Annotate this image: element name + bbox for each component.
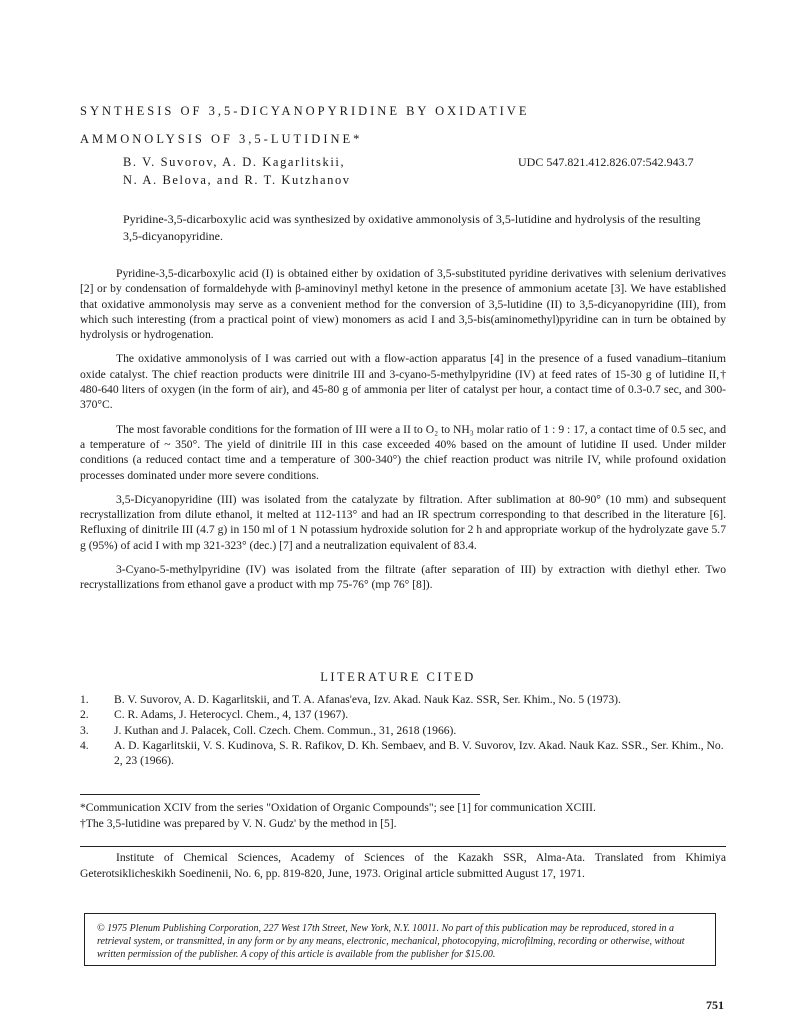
footnotes <box>80 800 740 832</box>
title-line-2: AMMONOLYSIS OF 3,5-LUTIDINE* <box>80 132 363 146</box>
reference-text: A. D. Kagarlitskii, V. S. Kudinova, S. R. Rafikov, D. Kh. Sembaev, and B. V. Suvorov, Izv. Akad. Nauk Kaz. SSR., Ser. Khim., No. 2, 23 (1966). <box>114 738 724 768</box>
institute-divider <box>80 846 726 847</box>
reference-item <box>80 723 726 738</box>
footnote-divider <box>80 794 480 795</box>
body-text <box>80 266 726 602</box>
paragraph-5: 3-Cyano-5-methylpyridine (IV) was isolated from the filtrate (after separation of III) by extraction with diethyl ether. Two recrystallizations from ethanol gave a product with mp 75-76° (mp 76° [8]). <box>80 563 726 592</box>
udc-code: UDC 547.821.412.826.07:542.943.7 <box>518 155 694 169</box>
literature-cited-heading: LITERATURE CITED <box>320 670 476 684</box>
reference-number: 2. <box>80 708 89 722</box>
reference-item <box>80 707 726 722</box>
reference-number: 1. <box>80 693 89 706</box>
authors-line-2: N. A. Belova, and R. T. Kutzhanov <box>123 173 351 187</box>
paper-title <box>80 97 720 153</box>
reference-number: 3. <box>80 723 89 737</box>
paragraph-1: Pyridine-3,5-dicarboxylic acid (I) is obtained either by oxidation of 3,5-substituted pyridine derivatives with selenium derivatives [2] or by condensation of formaldehyde with β-aminovinyl methyl ketone in the presence of ammonium acetate [3]. We have established that oxidative ammonolysis may serve as a convenient method for the conversion of 3,5-lutidine (II) to 3,5-dicyanopyridine (III), from which such interesting (from a practical point of view) monomers as acid I and 3,5-bis(aminomethyl)pyridine can in turn be obtained by hydrolysis or hydrogenation. <box>80 267 726 342</box>
footnote-2: †The 3,5-lutidine was prepared by V. N. Gudz' by the method in [5]. <box>80 817 397 830</box>
copyright-box: © 1975 Plenum Publishing Corporation, 227 West 17th Street, New York, N.Y. 10011. No part of this publication may be reproduced, stored in a retrieval system, or transmitted, in any form or by any means, electronic, mechanical, photocopying, microfilming, recording or otherwise, without written permission of the publisher. A copy of this article is available from the publisher for $15.00. <box>84 913 716 966</box>
institute-note: Institute of Chemical Sciences, Academy of Sciences of the Kazakh SSR, Alma-Ata. Translated from Khimiya Geterotsiklicheskikh Soedinenii, No. 6, pp. 819-820, June, 1973. Original article submitted August 17, 1971. <box>80 851 726 880</box>
abstract: Pyridine-3,5-dicarboxylic acid was synthesized by oxidative ammonolysis of 3,5-lutidine and hydrolysis of the resulting 3,5-dicyanopyridine. <box>123 212 701 243</box>
paragraph-2: The oxidative ammonolysis of I was carried out with a flow-action apparatus [4] in the presence of a fused vanadium–titanium oxide catalyst. The chief reaction products were dinitrile III and 3-cyano-5-methylpyridine (IV) at feed rates of 15-30 g of lutidine II,† 480-640 liters of oxygen (in the form of air), and 45-80 g of ammonia per liter of catalyst per hour, a contact time of 0.3-0.7 sec, and 300-370°C. <box>80 352 726 412</box>
reference-list <box>80 692 726 768</box>
authors <box>123 153 503 189</box>
title-line-1: SYNTHESIS OF 3,5-DICYANOPYRIDINE BY OXIDATIVE <box>80 104 530 118</box>
reference-number: 4. <box>80 738 89 752</box>
paragraph-3: The most favorable conditions for the formation of III were a II to O₂ to NH₃ molar ratio of 1 : 9 : 17, a contact time of 0.5 sec, and a temperature of ~ 350°. The yield of dinitrile III in this case exceeded 40% based on the amount of lutidine II used. Under milder conditions (a reduced contact time and a temperature of 300-340°) the chief reaction product was nitrile IV, while profound oxidation processes dominated under more severe conditions. <box>80 422 726 482</box>
reference-text: J. Kuthan and J. Palacek, Coll. Czech. Chem. Commun., 31, 2618 (1966). <box>114 723 457 737</box>
reference-item <box>80 692 726 707</box>
paragraph-4: 3,5-Dicyanopyridine (III) was isolated from the catalyzate by filtration. After sublimation at 80-90° (10 mm) and subsequent recrystallization from dilute ethanol, it melted at 112-113° and had an IR spectrum corresponding to that described in the literature [6]. Refluxing of dinitrile III (4.7 g) in 150 ml of 1 N potassium hydroxide solution for 2 h and appropriate workup of the hydrolyzate gave 5.7 g (95%) of acid I with mp 321-323° (dec.) [7] and a neutralization equivalent of 83.4. <box>80 492 726 552</box>
authors-line-1: B. V. Suvorov, A. D. Kagarlitskii, <box>123 155 346 169</box>
reference-item <box>80 738 726 769</box>
page-number: 751 <box>706 998 724 1012</box>
footnote-1: *Communication XCIV from the series "Oxidation of Organic Compounds"; see [1] for communication XCIII. <box>80 801 596 814</box>
reference-text: C. R. Adams, J. Heterocycl. Chem., 4, 137 (1967). <box>114 708 349 722</box>
reference-text: B. V. Suvorov, A. D. Kagarlitskii, and T. A. Afanas'eva, Izv. Akad. Nauk Kaz. SSR, Ser. Khim., No. 5 (1973). <box>114 693 621 706</box>
